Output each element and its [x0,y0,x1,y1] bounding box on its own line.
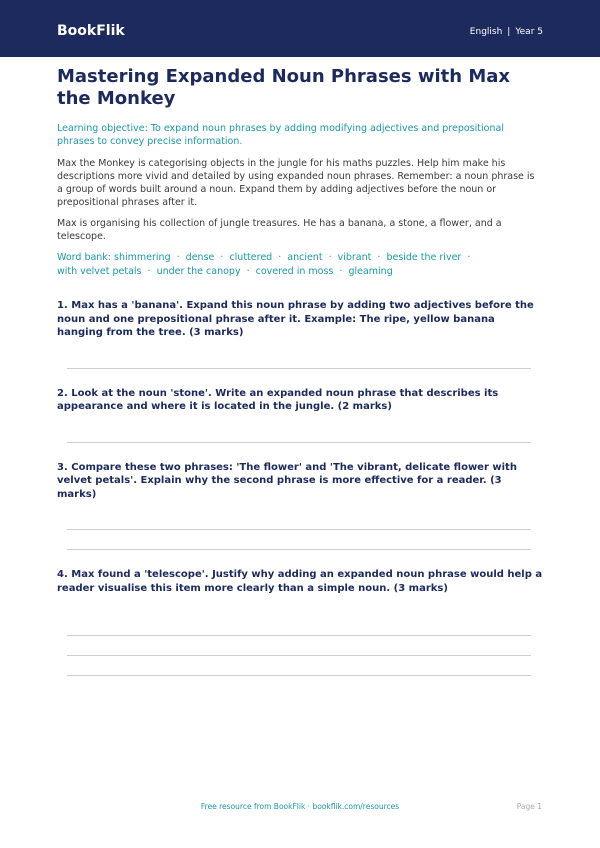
answer-line[interactable] [67,635,531,636]
answer-line[interactable] [67,529,531,530]
answer-line[interactable] [67,655,531,656]
word-bank-word: gleaming [348,266,393,277]
word-bank-word: under the canopy [156,266,241,277]
intro-paragraph: Max the Monkey is categorising objects in the jungle for his maths puzzles. Help him make his descriptions more vivid and detailed by using expanded noun phrases. Remember: a noun phrase is a group of words built around a noun. Expand them by adding adjectives before the noun or prepositional phrases after it. [57,158,535,208]
word-bank-word: with velvet petals [57,266,142,277]
question-2: 2. Look at the noun 'stone'. Write an expanded noun phrase that describes its appearance and where it is located in the jungle. (2 marks) [57,387,499,412]
page-number: Page 1 [516,802,542,811]
answer-line[interactable] [67,368,531,369]
context-paragraph: Max is organising his collection of jungle treasures. He has a banana, a stone, a flower, and a telescope. [57,218,502,242]
question-3: 3. Compare these two phrases: 'The flower' and 'The vibrant, delicate flower with velvet petals'. Explain why the second phrase is more effective for a reader. (3 marks) [57,461,517,500]
subject-year [470,27,543,37]
question-1: 1. Max has a 'banana'. Expand this noun phrase by adding two adjectives before the noun and one prepositional phrase after it. Example: The ripe, yellow banana hanging from the tree. (3 marks) [57,300,534,338]
word-bank-label: Word bank: [57,252,112,263]
word-bank-word: covered in moss [255,266,334,277]
brand-logo: BookFlik [57,23,125,39]
subject-label: English [469,27,503,37]
learning-objective: Learning objective: To expand noun phrases by adding modifying adjectives and prepositional phrases to convey precise information. [57,123,504,147]
word-bank-word: ancient [287,252,323,263]
answer-line[interactable] [67,442,531,443]
header-bar [0,0,600,57]
answer-line[interactable] [67,675,531,676]
worksheet-content [57,66,543,676]
page-title: Mastering Expanded Noun Phrases with Max the Monkey [57,66,511,109]
word-bank: Word bank: shimmering · dense · cluttered · ancient · vibrant · beside the river · with velvet petals · under the canopy · covered in moss · gleaming [57,252,471,277]
answer-line[interactable] [67,549,531,550]
year-label: Year 5 [515,27,543,37]
question-4: 4. Max found a 'telescope'. Justify why adding an expanded noun phrase would help a reader visualise this item more clearly than a simple noun. (3 marks) [57,569,543,594]
meta-separator: | [507,27,511,37]
footer-credit: Free resource from BookFlik · bookflik.com/resources [200,802,400,811]
word-bank-word: cluttered [229,252,273,263]
word-bank-word: dense [185,252,215,263]
word-bank-word: vibrant [337,252,372,263]
word-bank-word: shimmering [114,252,171,263]
word-bank-word: beside the river [386,252,462,263]
